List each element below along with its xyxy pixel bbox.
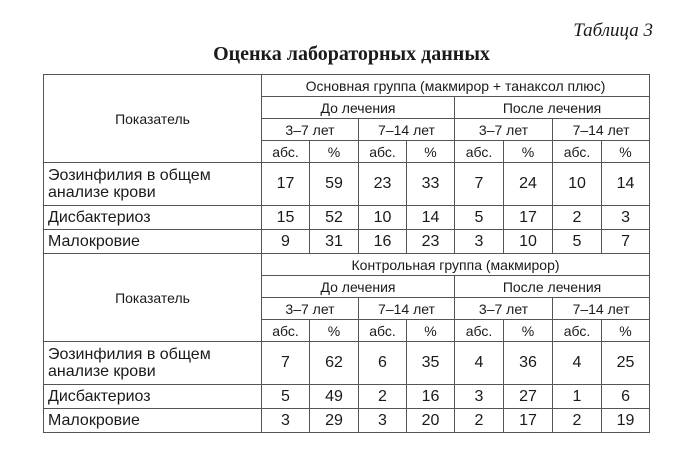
cell-value: 3: [602, 206, 650, 230]
cell-value: 25: [602, 342, 650, 385]
cell-value: 23: [407, 230, 455, 254]
cell-value: 17: [504, 409, 553, 433]
indicator-header: Показатель: [44, 254, 262, 342]
cell-value: 52: [310, 206, 359, 230]
age-7-14: 7–14 лет: [359, 298, 455, 320]
col-abs: абс.: [262, 320, 310, 342]
cell-value: 6: [359, 342, 407, 385]
cell-value: 35: [407, 342, 455, 385]
cell-value: 36: [504, 342, 553, 385]
cell-value: 62: [310, 342, 359, 385]
cell-value: 1: [553, 385, 602, 409]
col-pct: %: [310, 141, 359, 163]
group-name: Основная группа (макмирор + танаксол плюс): [262, 75, 650, 97]
table-row: [44, 409, 650, 433]
table-caption: Таблица 3: [573, 20, 653, 41]
row-label: Эозинфилия в общем анализе крови: [44, 163, 262, 206]
cell-value: 3: [455, 230, 504, 254]
age-3-7: 3–7 лет: [455, 298, 553, 320]
cell-value: 2: [359, 385, 407, 409]
group-header-row: [44, 75, 650, 97]
period-after: После лечения: [455, 97, 650, 119]
col-pct: %: [310, 320, 359, 342]
col-pct: %: [407, 320, 455, 342]
cell-value: 17: [504, 206, 553, 230]
col-abs: абс.: [455, 320, 504, 342]
cell-value: 3: [359, 409, 407, 433]
cell-value: 4: [553, 342, 602, 385]
row-label: Малокровие: [44, 230, 262, 254]
age-3-7: 3–7 лет: [262, 119, 359, 141]
row-label: Дисбактериоз: [44, 206, 262, 230]
cell-value: 6: [602, 385, 650, 409]
age-7-14: 7–14 лет: [359, 119, 455, 141]
cell-value: 2: [455, 409, 504, 433]
cell-value: 5: [455, 206, 504, 230]
col-pct: %: [504, 141, 553, 163]
cell-value: 3: [262, 409, 310, 433]
cell-value: 16: [407, 385, 455, 409]
cell-value: 10: [504, 230, 553, 254]
table-row: [44, 163, 650, 206]
row-label: Эозинфилия в общем анализе крови: [44, 342, 262, 385]
col-pct: %: [504, 320, 553, 342]
row-label: Малокровие: [44, 409, 262, 433]
table-title: Оценка лабораторных данных: [213, 43, 490, 65]
period-before: До лечения: [262, 276, 455, 298]
cell-value: 49: [310, 385, 359, 409]
cell-value: 23: [359, 163, 407, 206]
cell-value: 29: [310, 409, 359, 433]
col-abs: абс.: [553, 320, 602, 342]
cell-value: 9: [262, 230, 310, 254]
cell-value: 7: [602, 230, 650, 254]
col-abs: абс.: [553, 141, 602, 163]
age-3-7: 3–7 лет: [262, 298, 359, 320]
cell-value: 10: [553, 163, 602, 206]
cell-value: 3: [455, 385, 504, 409]
cell-value: 14: [407, 206, 455, 230]
col-abs: абс.: [455, 141, 504, 163]
col-abs: абс.: [359, 141, 407, 163]
cell-value: 4: [455, 342, 504, 385]
period-before: До лечения: [262, 97, 455, 119]
age-7-14: 7–14 лет: [553, 298, 650, 320]
table-row: [44, 206, 650, 230]
cell-value: 2: [553, 206, 602, 230]
cell-value: 27: [504, 385, 553, 409]
cell-value: 10: [359, 206, 407, 230]
col-pct: %: [407, 141, 455, 163]
row-label: Дисбактериоз: [44, 385, 262, 409]
cell-value: 14: [602, 163, 650, 206]
cell-value: 33: [407, 163, 455, 206]
cell-value: 16: [359, 230, 407, 254]
table-row: [44, 385, 650, 409]
cell-value: 59: [310, 163, 359, 206]
col-abs: абс.: [262, 141, 310, 163]
cell-value: 5: [553, 230, 602, 254]
indicator-header: Показатель: [44, 75, 262, 163]
cell-value: 20: [407, 409, 455, 433]
col-pct: %: [602, 141, 650, 163]
cell-value: 2: [553, 409, 602, 433]
table-row: [44, 230, 650, 254]
period-after: После лечения: [455, 276, 650, 298]
cell-value: 5: [262, 385, 310, 409]
group-header-row: [44, 254, 650, 276]
group-name: Контрольная группа (макмирор): [262, 254, 650, 276]
cell-value: 15: [262, 206, 310, 230]
lab-data-table: [43, 74, 650, 433]
table-row: [44, 342, 650, 385]
col-abs: абс.: [359, 320, 407, 342]
cell-value: 24: [504, 163, 553, 206]
cell-value: 7: [455, 163, 504, 206]
cell-value: 7: [262, 342, 310, 385]
age-3-7: 3–7 лет: [455, 119, 553, 141]
age-7-14: 7–14 лет: [553, 119, 650, 141]
cell-value: 19: [602, 409, 650, 433]
cell-value: 31: [310, 230, 359, 254]
cell-value: 17: [262, 163, 310, 206]
col-pct: %: [602, 320, 650, 342]
